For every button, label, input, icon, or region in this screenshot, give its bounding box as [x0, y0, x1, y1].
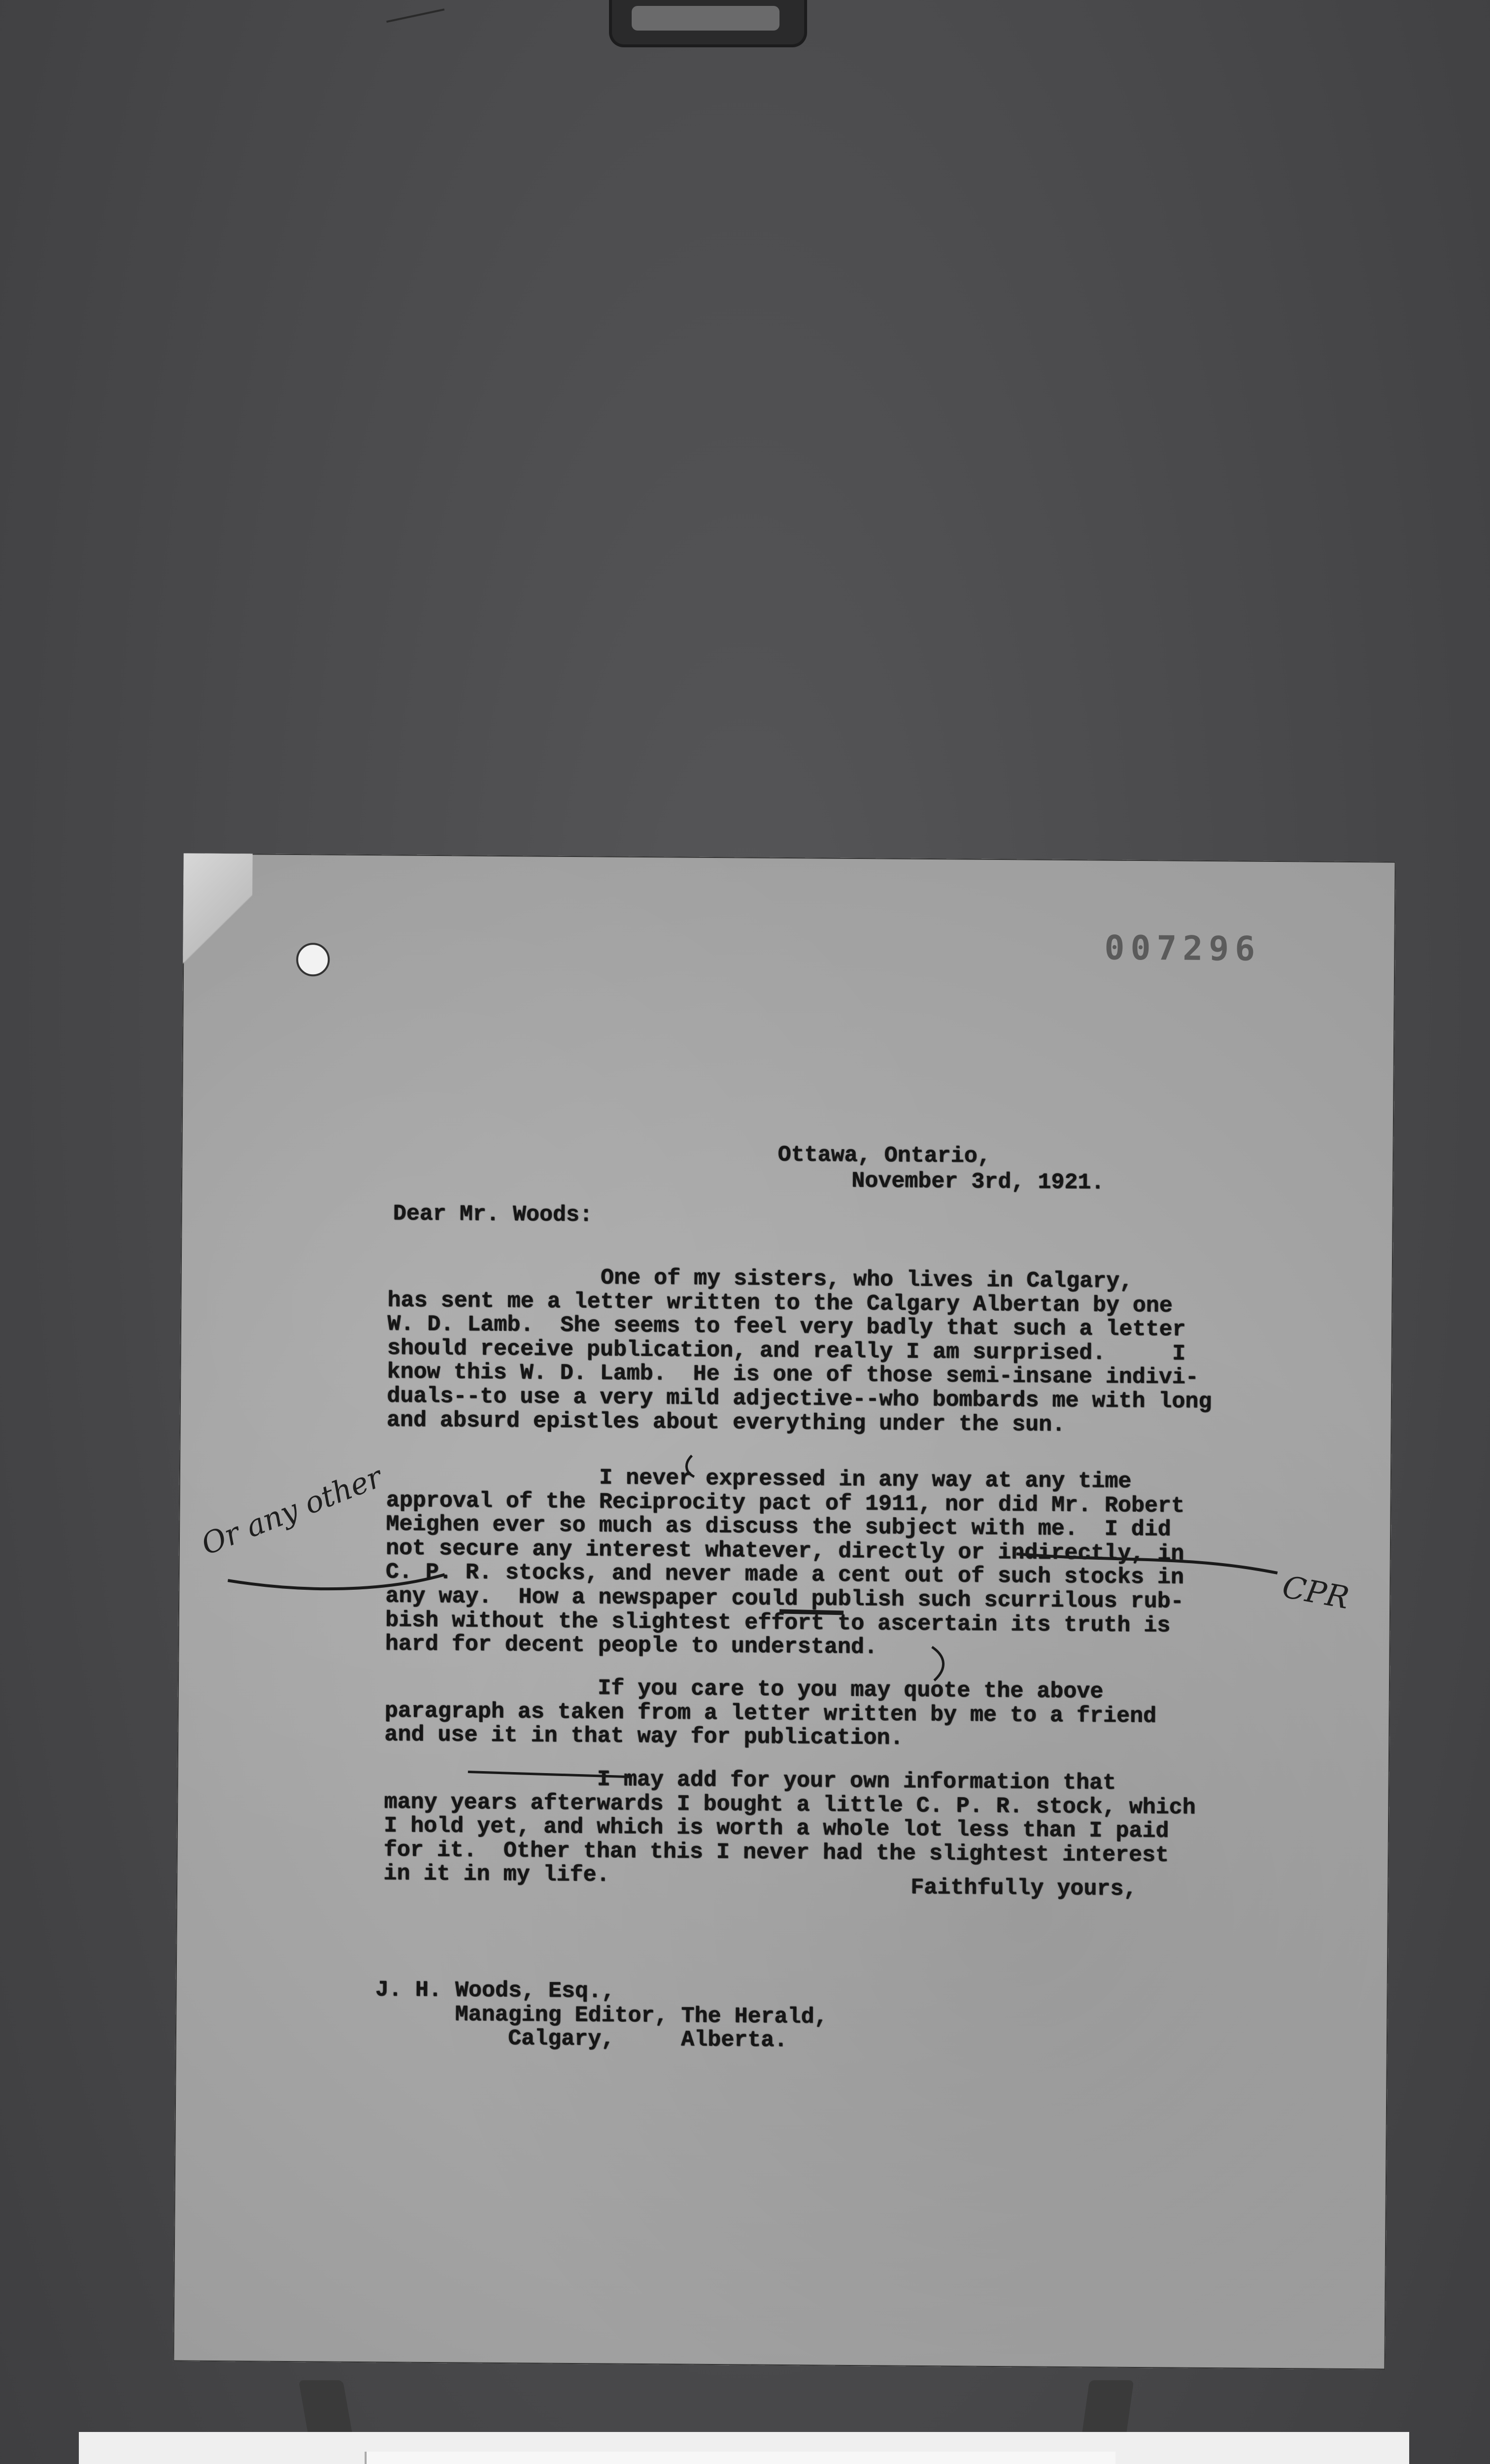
addressee-block: J. H. Woods, Esq., Managing Editor, The Herald, Calgary, Alberta. [374, 1977, 828, 2053]
letter-date: November 3rd, 1921. [851, 1168, 1105, 1196]
ccpr-underline-stroke [1016, 1554, 1278, 1573]
close-bracket-mark [932, 1647, 944, 1680]
salutation: Dear Mr. Woods: [393, 1201, 593, 1228]
top-clip [609, 0, 807, 47]
document-number: 007296 [1104, 928, 1261, 969]
right-margin-note: CPR [1279, 1568, 1352, 1616]
paragraph-1: One of my sisters, who lives in Calgary, has sent me a letter written to the Calgary Albertan by one W. D. Lamb. She seems to feel very badly that such a letter should receive publication, and really I am surprised. I know this W. D. Lamb. He is one of those semi-insane indivi- duals--to use a very mild adjective--who bombards me with long and absurd epistles about everything under the sun. [386, 1264, 1212, 1437]
paragraph-4: I may add for your own information that many years afterwards I bought a little C. P. R. stock, which I hold yet, and which is worth a whole lot less than I paid for it. Other than this I never had the slightest interest in it in my life. [383, 1765, 1196, 1888]
paragraph-3: If you care to you may quote the above paragraph as taken from a letter written by me to a friend and use it in that way for publication. [384, 1674, 1156, 1751]
series-strip [365, 2452, 1116, 2464]
open-bracket-mark [686, 1456, 694, 1477]
many-years-underline [468, 1772, 631, 1777]
closing: Faithfully yours, [910, 1875, 1137, 1902]
handwritten-annotations [173, 853, 1395, 2369]
margin-note: Or any other [197, 1460, 387, 1562]
archive-label [79, 2432, 1409, 2464]
strikeout-stroke [779, 1611, 844, 1613]
letter-page [173, 853, 1395, 2369]
paragraph-2: I never expressed in any way at any time approval of the Reciprocity pact of 1911, nor did Mr. Robert Meighen ever so much as discuss the subject with me. I did not secure any interest whatever, directly or indirectly, in C. P. R. stocks, and never made a cent out of such stocks in any way. How a newspaper could publish such scurrilous rub- bish without the slightest effort to ascertain its truth is hard for decent people to understand. [385, 1464, 1185, 1660]
top-clip-highlight [632, 6, 779, 31]
margin-underline-stroke [228, 1573, 444, 1590]
letter-place: Ottawa, Ontario, [778, 1142, 991, 1169]
